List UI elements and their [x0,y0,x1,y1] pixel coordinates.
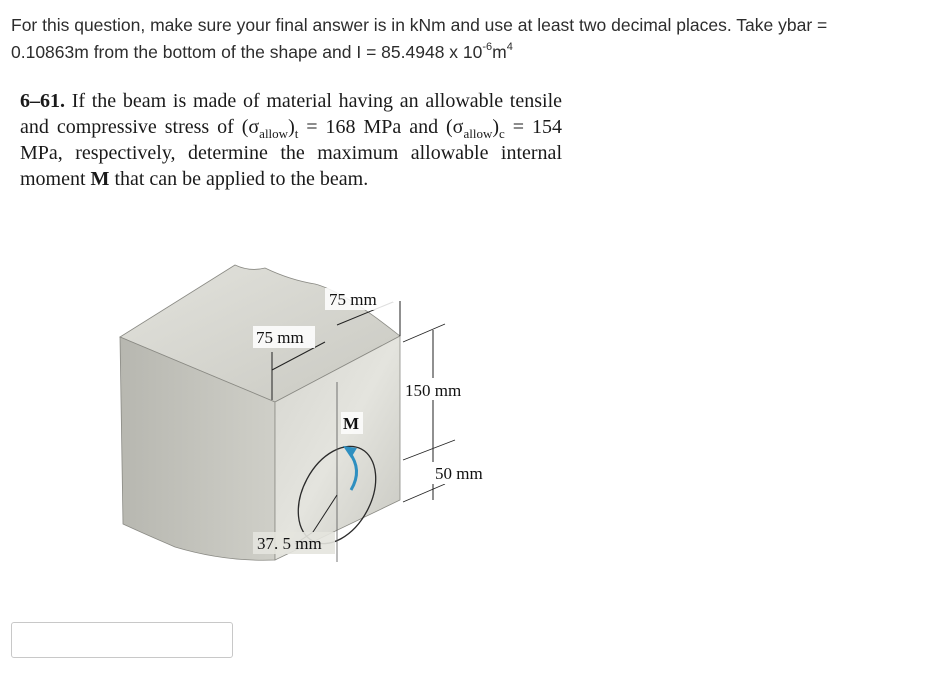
instruction-line-2 [11,39,911,66]
problem-statement [20,88,562,192]
dim-top-label: 75 mm [329,290,377,309]
exponent-1: -6 [482,41,493,54]
problem-text-f: that can be applied to the beam. [109,168,369,190]
subscript-c: c [499,126,505,141]
dim-height-ext-top [403,324,445,342]
dim-radius-label: 37. 5 mm [257,534,322,553]
beam-figure [115,262,515,567]
subscript-t: t [294,126,299,141]
exponent-2: 4 [506,41,513,54]
problem-text-d: ) [492,116,500,138]
subscript-allow-c: allow [463,126,493,141]
instruction-line-2-text: 0.10863m from the bottom of the shape and I = 85.4948 x 10 [11,42,483,62]
subscript-allow-t: allow [259,126,289,141]
instruction-line-1: For this question, make sure your final answer is in kNm and use at least two decimal places. Take ybar = [11,15,828,35]
dim-height-ext-bot [403,484,445,502]
dim-hole-center-label: 50 mm [435,464,483,483]
dim-left-label: 75 mm [256,328,304,347]
problem-text-b: ) [288,116,295,138]
moment-label: M [343,414,360,433]
dim-height-label: 150 mm [405,381,462,400]
problem-number: 6–61. [20,90,65,112]
problem-text-c: = 168 MPa and (σ [298,116,464,138]
question-instruction [11,12,911,66]
problem-text-e: = 154 MPa, respectively, determine the maximum allowable internal moment [20,116,562,190]
moment-symbol: M [90,168,110,190]
beam-diagram [115,262,515,567]
answer-input[interactable] [11,622,233,658]
dim-hole-ext [403,440,455,460]
problem-text-a: If the beam is made of material having an allowable tensile and compressive stress of (σ [20,90,563,138]
instruction-unit: m [492,42,507,62]
